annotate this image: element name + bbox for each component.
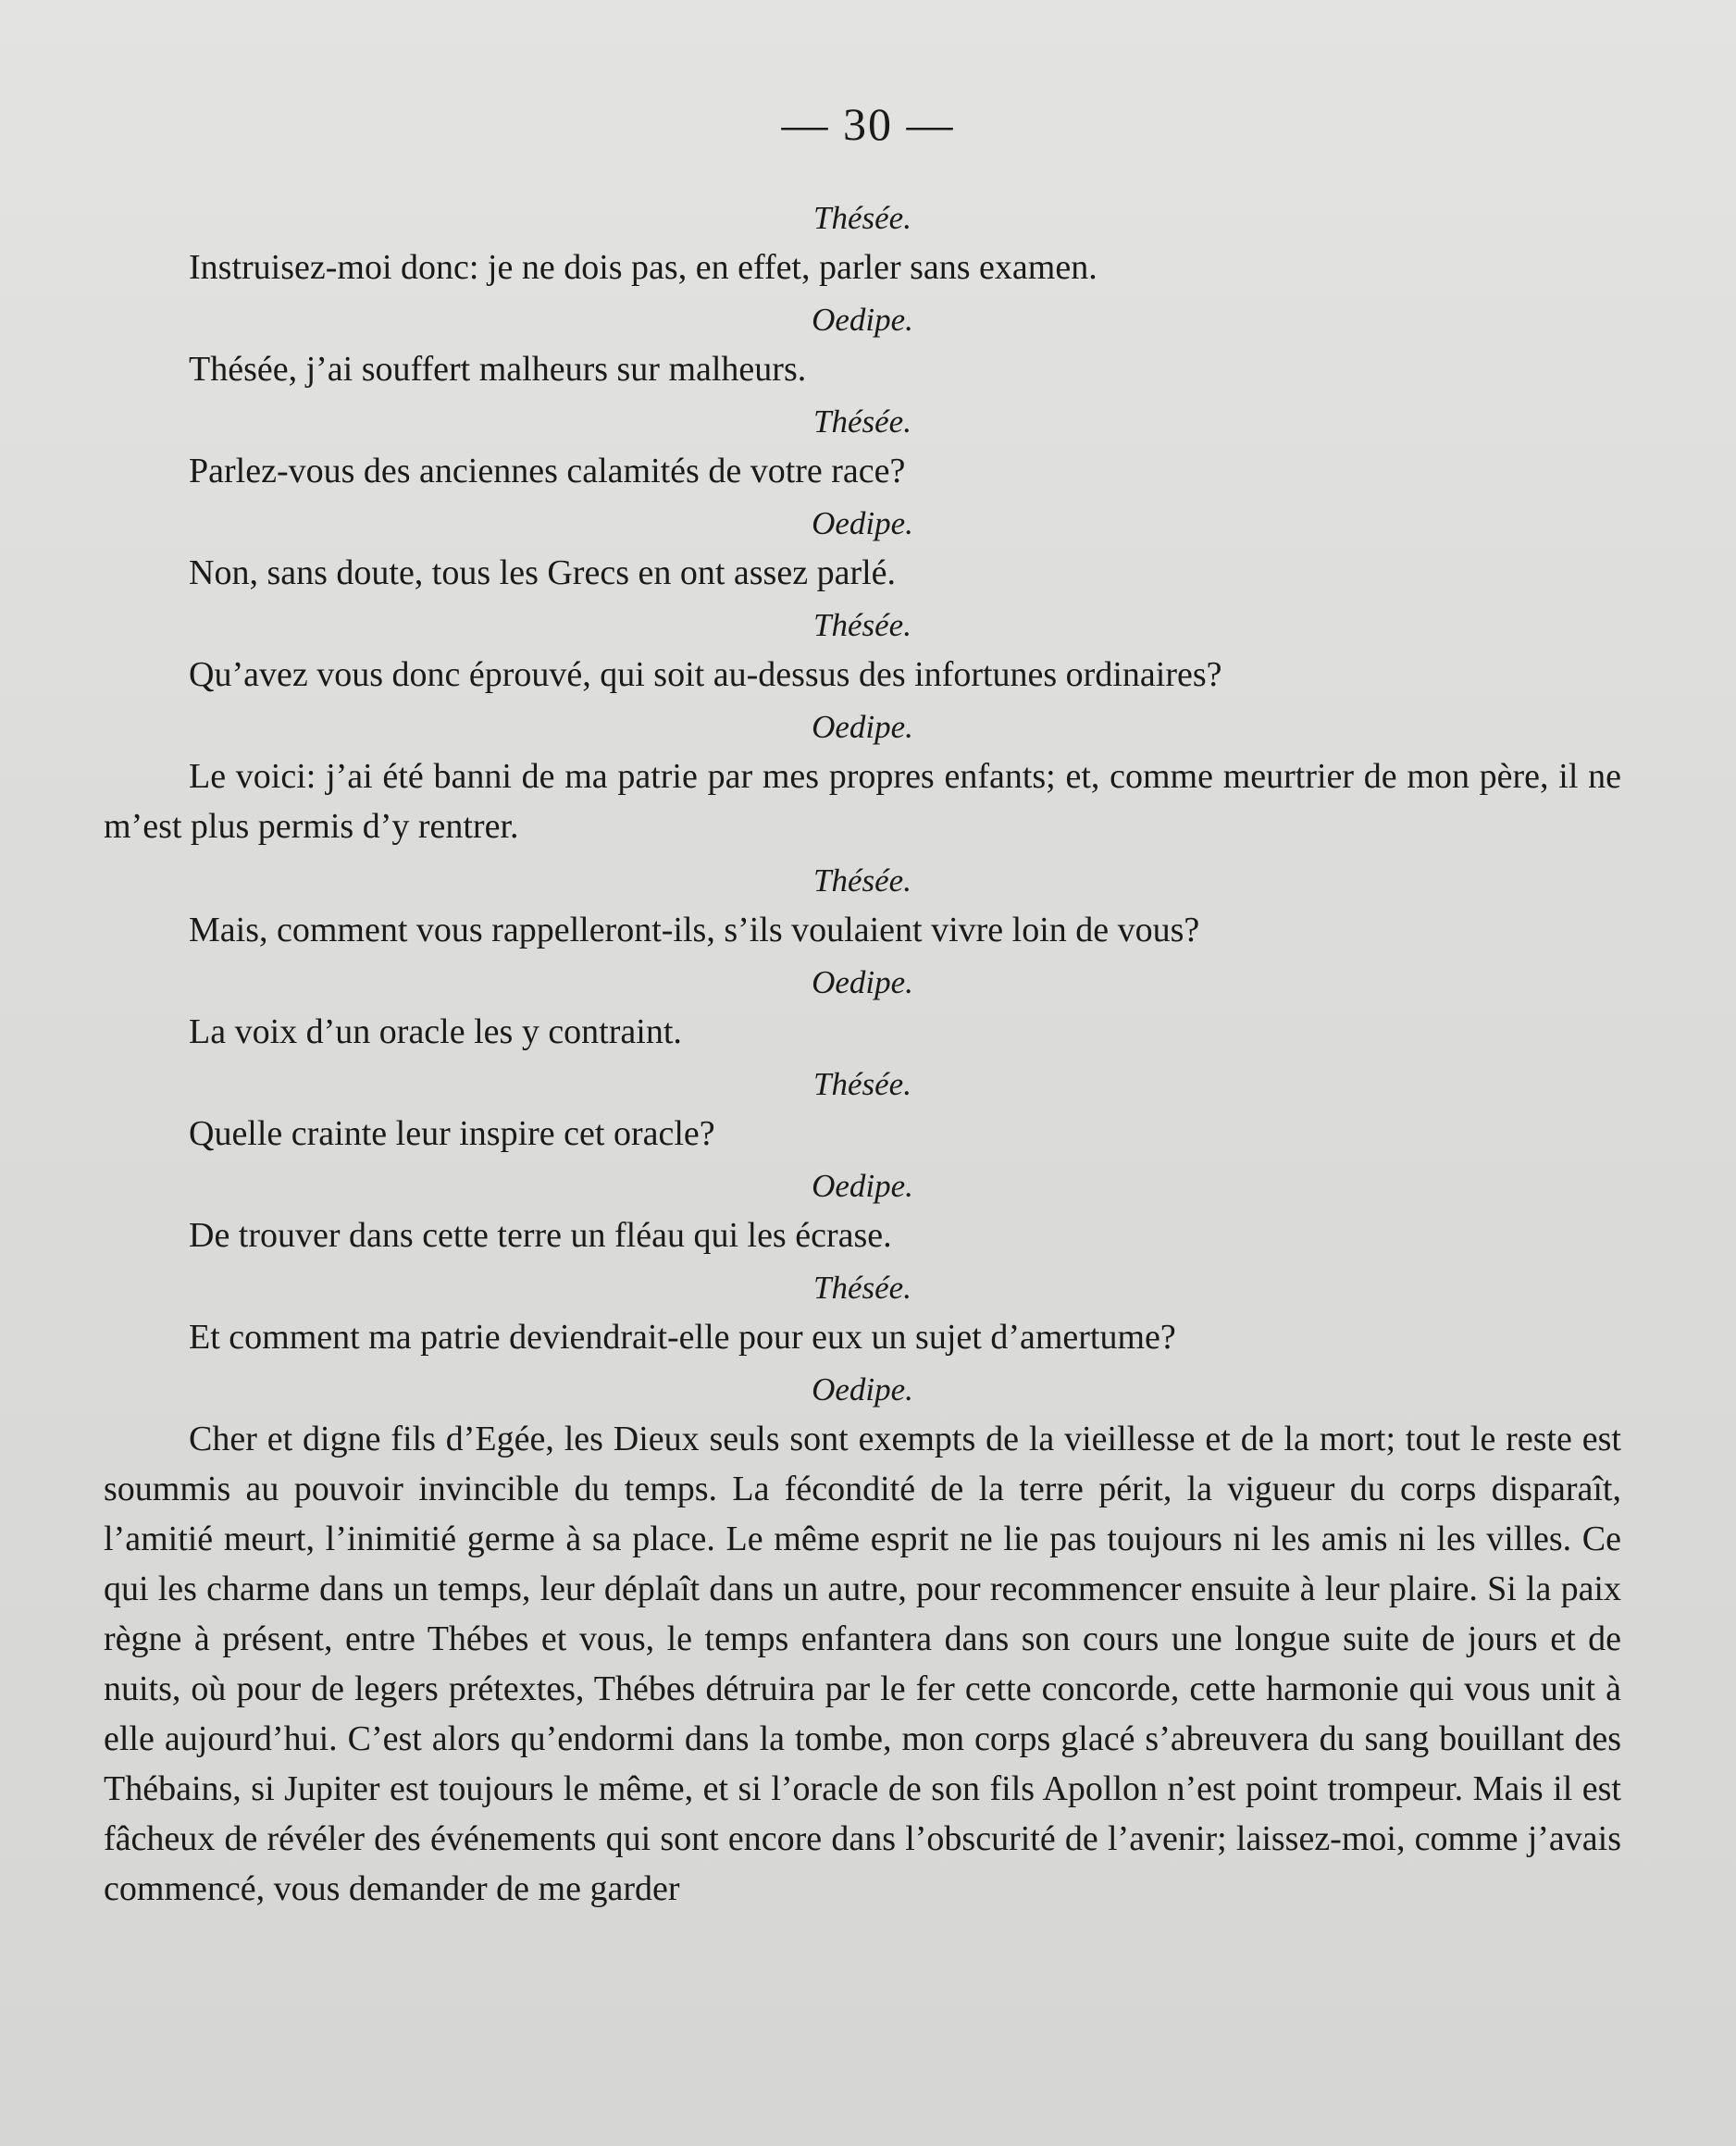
speech-line: Mais, comment vous rappelleront-ils, s’ils voulaient vivre loin de vous? bbox=[189, 911, 1200, 949]
speaker-name: Oedipe. bbox=[812, 1371, 913, 1408]
speaker-name: Thésée. bbox=[813, 200, 911, 236]
dialogue-text bbox=[104, 194, 1621, 1919]
speech-line: Et comment ma patrie deviendrait-elle pour eux un sujet d’amertume? bbox=[189, 1318, 1176, 1357]
speech-line: Cher et digne fils d’Egée, les Dieux seuls sont exempts de la vieillesse et de la mort; tout le reste est soummis au pouvoir invincible du temps. La fécondité de la terre périt, la vigueur du corps disparaît, l’amitié meurt, l’inimitié germe à sa place. Le même esprit ne lie pas toujours ni les amis ni les villes. Ce qui les charme dans un temps, leur déplaît dans un autre, pour recommencer ensuite à leur plaire. Si la paix règne à présent, entre Thébes et vous, le temps enfantera dans son cours une longue suite de jours et de nuits, où pour de legers prétextes, Thébes détruira par le fer cette concorde, cette harmonie qui vous unit à elle aujourd’hui. C’est alors qu’endormi dans la tombe, mon corps glacé s’abreuvera du sang bouillant des Thébains, si Jupiter est toujours le même, et si l’oracle de son fils Apollon n’est point trompeur. Mais il est fâcheux de révéler des événements qui sont encore dans l’obscurité de l’avenir; laissez-moi, comme j’avais commencé, vous demander de me garder bbox=[104, 1420, 1621, 1908]
speaker-name: Thésée. bbox=[813, 1066, 911, 1102]
speech-line: Thésée, j’ai souffert malheurs sur malheurs. bbox=[189, 350, 807, 389]
speech-line: La voix d’un oracle les y contraint. bbox=[189, 1012, 682, 1051]
speech-line: Quelle crainte leur inspire cet oracle? bbox=[189, 1114, 715, 1153]
speaker-name: Oedipe. bbox=[812, 1168, 913, 1204]
speaker-name: Thésée. bbox=[813, 862, 911, 899]
speaker-name: Oedipe. bbox=[812, 709, 913, 745]
speaker-name: Oedipe. bbox=[812, 302, 913, 338]
speech-line: Non, sans doute, tous les Grecs en ont assez parlé. bbox=[189, 553, 897, 592]
speech-line: Parlez-vous des anciennes calamités de votre race? bbox=[189, 452, 906, 490]
speech-line: Instruisez-moi donc: je ne dois pas, en effet, parler sans examen. bbox=[189, 248, 1097, 287]
page-number: — 30 — bbox=[781, 98, 955, 150]
speaker-name: Oedipe. bbox=[812, 964, 913, 1000]
speech-line: De trouver dans cette terre un fléau qui les écrase. bbox=[189, 1216, 892, 1255]
speaker-name: Thésée. bbox=[813, 1270, 911, 1306]
speaker-name: Thésée. bbox=[813, 403, 911, 440]
speech-line: Qu’avez vous donc éprouvé, qui soit au-dessus des infortunes ordinaires? bbox=[189, 655, 1222, 694]
speech-line: Le voici: j’ai été banni de ma patrie par mes propres enfants; et, comme meurtrier de mon père, il ne m’est plus permis d’y rentrer. bbox=[104, 757, 1621, 846]
speaker-name: Thésée. bbox=[813, 607, 911, 643]
speaker-name: Oedipe. bbox=[812, 505, 913, 541]
